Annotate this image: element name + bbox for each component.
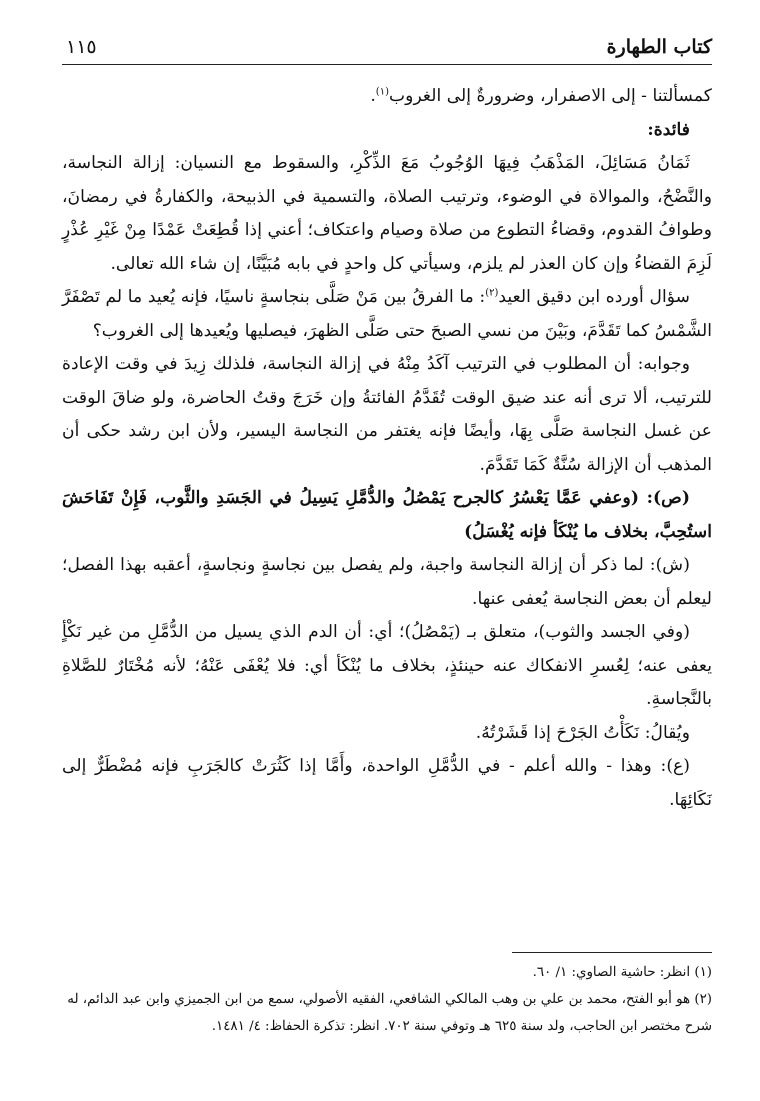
- paragraph-1-text: كمسألتنا - إلى الاصفرار، وضرورةٌ إلى الغروب: [388, 86, 712, 106]
- paragraph-4: وجوابه: أن المطلوب في الترتيب آكَدُ مِنْهُ في إزالة النجاسة، فلذلك زِيدَ في وقت الإعادة للترتيب، ألا ترى أنه عند ضيق الوقت تُقَدَّمُ الفائتةُ وإن خَرَجَ وقتُ الحاضرة، ولو ضاقَ الوقت عن غسل النجاسة صَلَّى بِهَا، وأيضًا فإنه يغتفر من النجاسة اليسير، ولأن ابن رشد حكى أن المذهب أن الإزالة سُنَّةٌ كَمَا تَقَدَّمَ.: [62, 354, 712, 475]
- main-text: [62, 80, 712, 817]
- paragraph-7: (وفي الجسد والثوب)، متعلق بـ (يَمْصُلُ)؛ أي: أن الدم الذي يسيل من الدُّمَّلِ من غير نَكْأٍ يعفى عنه؛ لِعُسرِ الانفكاك عنه حينئذٍ، بخلاف ما يُنْكَأ أي: فلا يُعْفَى عَنْهُ؛ لأنه مُخْتَارٌ للصَّلاةِ بالنَّجاسةِ.: [62, 622, 712, 709]
- paragraph-3-text-b: : ما الفرقُ بين مَنْ صَلَّى بنجاسةٍ ناسيًا، فإنه يُعيد ما لم تَصْفَرَّ الشَّمْسُ كما تَقَدَّمَ، وبَيْنَ من نسي الصبحَ حتى صَلَّى الظهرَ، فيصليها ويُعيدها إلى الغروب؟: [62, 287, 712, 341]
- paragraph-3-text-a: سؤال أورده ابن دقيق العيد: [498, 287, 690, 307]
- section-heading: فائدة:: [647, 119, 690, 140]
- footnote-ref-2[interactable]: (٢): [485, 287, 499, 299]
- paragraph-1: [62, 80, 712, 114]
- running-title: كتاب الطهارة: [606, 36, 712, 58]
- footnote-divider: [512, 952, 712, 953]
- footnote-2: (٢) هو أبو الفتح، محمد بن علي بن وهب المالكي الشافعي، الفقيه الأصولي، سمع من ابن الجميزي وابن عبد الدائم، له شرح مختصر ابن الحاجب، ولد سنة ٦٢٥ هـ وتوفي سنة ٧٠٢. انظر: تذكرة الحفاظ: ٤/ ١٤٨١.: [67, 992, 712, 1034]
- paragraph-3: [62, 281, 712, 348]
- page-number: ١١٥: [66, 36, 97, 58]
- page-header: [62, 34, 712, 65]
- footnote-1: (١) انظر: حاشية الصاوي: ١/ ٦٠.: [532, 965, 712, 980]
- paragraph-6: (ش): لما ذكر أن إزالة النجاسة واجبة، ولم يفصل بين نجاسةٍ ونجاسةٍ، أعقبه بهذا الفصل؛ ليعلم أن بعض النجاسة يُعفى عنها.: [62, 555, 712, 609]
- footnotes: [62, 952, 712, 1040]
- paragraph-9: (ع): وهذا - والله أعلم - في الدُّمَّلِ الواحدة، وأَمَّا إذا كَثُرَتْ كالجَرَبِ فإنه مُضْطَرٌّ إلى نَكَائِهَا.: [62, 756, 712, 810]
- paragraph-8: ويُقالُ: نَكَأْتُ الجَرْحَ إذا قَشَرْتُهُ.: [475, 722, 690, 743]
- paragraph-1-end: .: [370, 86, 376, 106]
- paragraph-2: ثَمَانُ مَسَائِلَ، المَذْهَبُ فِيهَا الوُجُوبُ مَعَ الذِّكْرِ، والسقوط مع النسيان: إزالة النجاسة، والنَّضْحُ، والموالاة في الوضوء، وترتيب الصلاة، والتسمية في الذبيحة، والكفارةُ في رمضانَ، وطوافُ القدوم، وقضاءُ التطوع من صلاة وصيام واعتكاف؛ أعني إذا قُطِعَتْ عَمْدًا مِنْ غَيْرِ عُذْرٍ لَزِمَ القضاءُ وإن كان العذر لم يلزم، وسيأتي كل واحدٍ في بابه مُبَيَّنًا، إن شاء الله تعالى.: [62, 153, 712, 274]
- footnote-ref-1[interactable]: (١): [375, 86, 389, 98]
- paragraph-5: (ص): (وعفي عَمَّا يَعْسُرُ كالجرح يَمْصُلُ والدُّمَّلِ يَسِيلُ في الجَسَدِ والثَّوب، فَإِنْ تَفَاحَشَ استُحِبَّ، بخلاف ما يُنْكَأ فإنه يُغْسَلُ): [62, 488, 712, 542]
